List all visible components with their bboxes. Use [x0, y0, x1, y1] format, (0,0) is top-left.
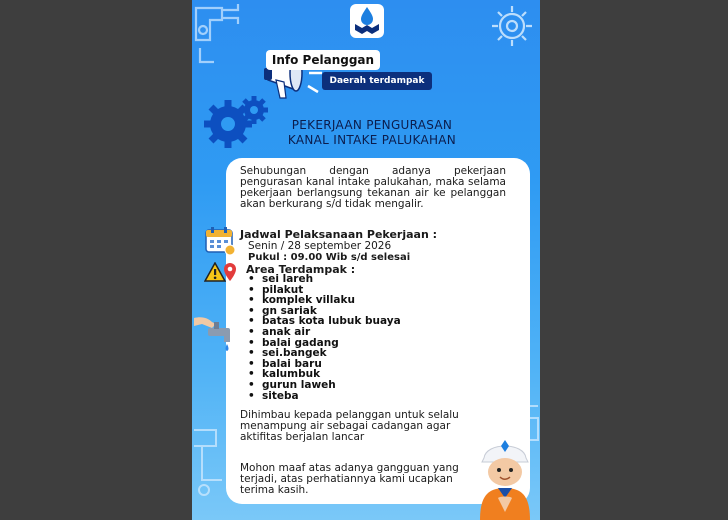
list-item: • pilakut [244, 285, 401, 296]
affected-area-list [244, 274, 401, 401]
list-item: • sei lareh [244, 274, 401, 285]
list-item: • gurun laweh [244, 380, 401, 391]
company-logo [350, 4, 384, 38]
announcement-poster [192, 0, 540, 520]
list-item: • siteba [244, 391, 401, 402]
info-pelanggan-subtitle: Daerah terdampak [322, 72, 432, 90]
list-item: • komplek villaku [244, 295, 401, 306]
list-item: • sei.bangek [244, 348, 401, 359]
list-item: • kalumbuk [244, 369, 401, 380]
list-item: • balai baru [244, 359, 401, 370]
headline-line-2: KANAL INTAKE PALUKAHAN [287, 133, 457, 147]
info-pelanggan-title: Info Pelanggan [266, 50, 380, 70]
location-pin-icon [223, 262, 237, 282]
apology-paragraph: Mohon maaf atas adanya gangguan yang terjadi, atas perhatiannya kami ucapkan terima kasih. [240, 462, 459, 496]
water-tap-icon [194, 310, 238, 354]
calendar-icon [204, 226, 236, 256]
schedule-title: Jadwal Pelaksanaan Pekerjaan : [240, 228, 438, 241]
schedule-time: Pukul : 09.00 Wib s/d selesai [248, 252, 411, 263]
headline-line-1: PEKERJAAN PENGURASAN [291, 118, 453, 132]
schedule-date: Senin / 28 september 2026 [248, 240, 392, 252]
list-item: • gn sariak [244, 306, 401, 317]
gears-icon [200, 90, 270, 156]
list-item: • anak air [244, 327, 401, 338]
pipe-decoration-icon [192, 0, 252, 70]
intro-paragraph: Sehubungan dengan adanya pekerjaan pengurasan kanal intake palukahan, maka selama pekerjaan berlangsung tekanan air ke pelanggan akan berkurang s/d tidak mengalir. [240, 165, 506, 210]
gear-outline-icon [484, 0, 540, 56]
affected-area-title: Area Terdampak : [246, 263, 356, 276]
mascot-illustration [474, 436, 536, 520]
appeal-paragraph: Dihimbau kepada pelanggan untuk selalu menampung air sebagai cadangan agar aktifitas berjalan lancar [240, 409, 459, 443]
headline [272, 118, 472, 148]
list-item: • balai gadang [244, 338, 401, 349]
list-item: • batas kota lubuk buaya [244, 316, 401, 327]
